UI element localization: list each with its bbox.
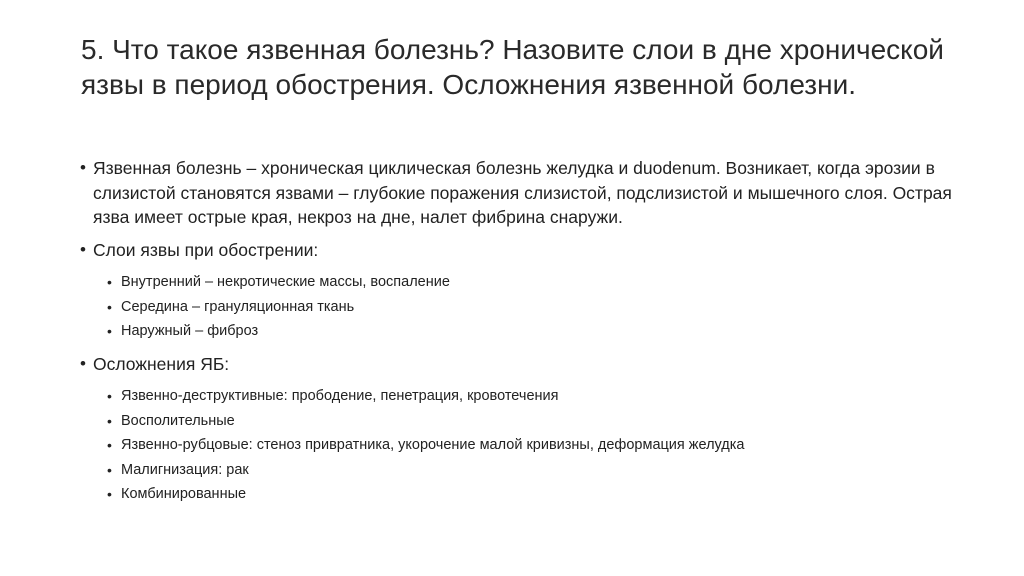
bullet-icon: • xyxy=(107,412,112,429)
bullet-icon: • xyxy=(80,158,86,177)
bullet-icon: • xyxy=(80,239,86,259)
bullet-definition xyxy=(72,156,972,230)
sub-item xyxy=(72,319,972,344)
slide-title: 5. Что такое язвенная болезнь? Назовите слои в дне хронической язвы в период обострения. Осложнения язвенной болезни. xyxy=(81,34,944,100)
sub-item xyxy=(72,482,972,507)
sub-item-text: Язвенно-деструктивные: прободение, пенетрация, кровотечения xyxy=(121,388,559,404)
sub-item xyxy=(72,409,972,434)
sub-item xyxy=(72,384,972,409)
sub-item xyxy=(72,433,972,458)
bullet-icon: • xyxy=(107,388,112,404)
bullet-icon: • xyxy=(107,437,112,453)
bullet-text: Слои язвы при обострении: xyxy=(93,239,319,260)
bullet-icon: • xyxy=(107,298,112,315)
bullet-icon: • xyxy=(107,486,112,502)
sub-item-text: Внутренний – некротические массы, воспаление xyxy=(121,274,450,290)
sub-item-text: Язвенно-рубцовые: стеноз привратника, укорочение малой кривизны, деформация желудка xyxy=(121,437,745,453)
bullet-icon: • xyxy=(80,353,86,373)
sub-item xyxy=(72,270,972,295)
sub-item-text: Середина – грануляционная ткань xyxy=(121,298,355,315)
sub-item xyxy=(72,295,972,320)
bullet-icon: • xyxy=(107,323,112,339)
bullet-text: Осложнения ЯБ: xyxy=(93,353,230,374)
sub-list-complications xyxy=(72,384,972,507)
sub-item-text: Комбинированные xyxy=(121,486,247,502)
bullet-icon: • xyxy=(107,274,112,290)
sub-item-text: Наружный – фиброз xyxy=(121,323,259,339)
sub-item-text: Малигнизация: рак xyxy=(121,461,249,478)
slide-body xyxy=(72,156,972,515)
sub-item xyxy=(72,458,972,483)
bullet-complications xyxy=(72,352,972,377)
bullet-text: Язвенная болезнь – хроническая циклическая болезнь желудка и duodenum. Возникает, когда эрозии в слизистой становятся язвами – глубокие поражения слизистой, подслизистой и мышечного слоя. Острая язва имеет острые края, некроз на дне, налет фибрина снаружи. xyxy=(93,158,952,227)
sub-list-layers xyxy=(72,270,972,344)
bullet-icon: • xyxy=(107,461,112,478)
bullet-layers xyxy=(72,238,972,263)
sub-item-text: Восполительные xyxy=(121,412,235,429)
